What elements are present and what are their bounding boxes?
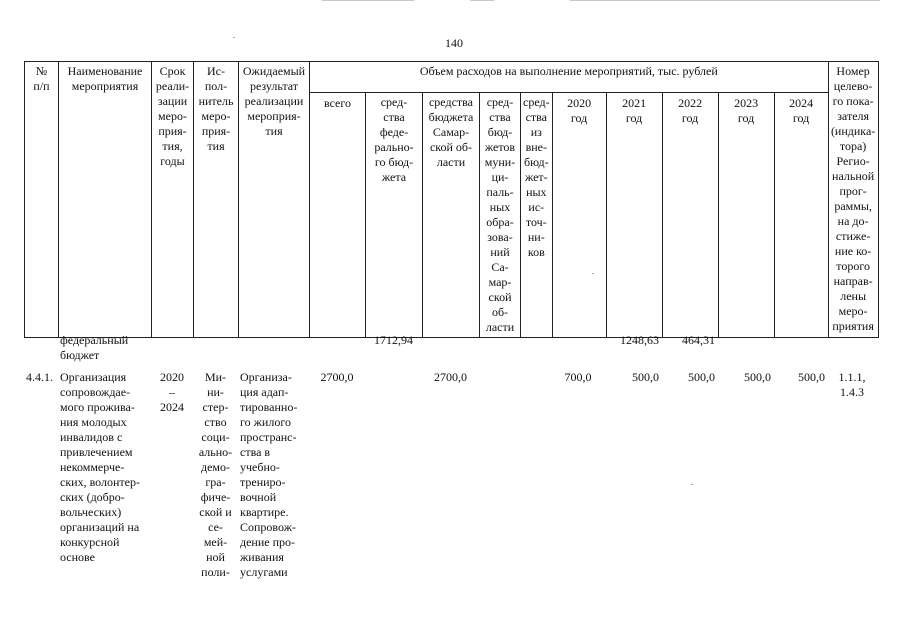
row-municipal [479,366,520,581]
header-year-2020: 2020 год [552,93,606,338]
header-municipal: сред- ства бюд- жетов муни- ци- паль- ных обра- зова- ний Са- мар- ской об- ласти [480,93,521,338]
subrow-regional [422,332,479,366]
row-2024: 500,0 [798,370,825,384]
header-table [24,61,879,338]
header-name: Наименование мероприятия [59,62,152,338]
subrow-2024 [773,332,827,366]
subrow-2020 [551,332,605,366]
row-name: Организация сопровождае- мого прожива- ния молодых инвалидов с привлечением некоммерче- ских, волонтер- ских (добро- вольческих) организаций на конкурсной основе [60,370,140,564]
top-rule-mid [470,0,494,1]
row-2020: 700,0 [564,370,592,384]
row-2021: 500,0 [632,370,659,384]
subrow-total [309,332,365,366]
subrow-2023 [717,332,773,366]
subrow-term [151,332,193,366]
subrow-name: федеральный бюджет [60,333,129,362]
top-rule-left [322,0,414,1]
header-year-2022: 2022 год [662,93,718,338]
row-result: Организа- ция адап- тированно- го жилого пространс- ства в учебно- трениро- вочной квартире. Сопровож- дение про- живания услугами [240,370,298,579]
subrow-indicator [827,332,877,366]
row-federal [365,366,422,581]
header-regional: средства бюджета Самар- ской об- ласти [423,93,480,338]
scan-speck [691,484,693,485]
row-extrabudget [520,366,551,581]
header-extrabudget: сред- ства из вне- бюд- жет- ных ис- точ- ни- ков [521,93,553,338]
header-year-2023: 2023 год [718,93,774,338]
subrow-municipal [479,332,520,366]
row-regional: 2700,0 [434,370,467,384]
top-rule-right [570,0,880,1]
header-executor: Ис- пол- нитель меро- прия- тия [194,62,239,338]
row-2022: 500,0 [688,370,715,384]
scan-speck [233,37,235,38]
scan-speck [592,273,594,274]
row-total: 2700,0 [320,370,354,384]
subrow-executor [193,332,238,366]
header-num: № п/п [25,62,59,338]
row-executor: Ми- ни- стер- ство соци- ально- демо- гра- фиче- ской и се- мей- ной поли- [198,370,233,579]
header-indicator: Номер целево- го пока- зателя (индика- тора) Регио- нальной прог- раммы, на до- стиже- ние ко- торого направ- лены меро- приятия [828,62,878,338]
page-number: 140 [445,36,463,50]
row-num: 4.4.1. [26,370,53,384]
table-row [24,366,877,581]
subrow-federal: 1712,94 [374,333,413,347]
header-year-2024: 2024 год [774,93,828,338]
header-federal: сред- ства феде- рально- го бюд- жета [366,93,423,338]
row-indicator: 1.1.1, 1.4.3 [838,370,866,399]
subrow-2022: 464,31 [682,333,715,347]
header-result: Ожидаемый результат реализации мероприя- тия [239,62,310,338]
header-year-2021: 2021 год [606,93,662,338]
header-term: Срок реали- зации меро- прия- тия, годы [152,62,194,338]
body-table [24,332,877,581]
row-2023: 500,0 [744,370,771,384]
subrow-result [238,332,309,366]
subrow-2021: 1248,63 [620,333,659,347]
subrow-extrabudget [520,332,551,366]
subrow-num [24,332,58,366]
row-term: 2020 – 2024 [160,370,184,414]
header-expenses-group: Объем расходов на выполнение мероприятий, тыс. рублей [310,62,829,93]
subrow-federal-budget [24,332,877,366]
header-total: всего [310,93,366,338]
